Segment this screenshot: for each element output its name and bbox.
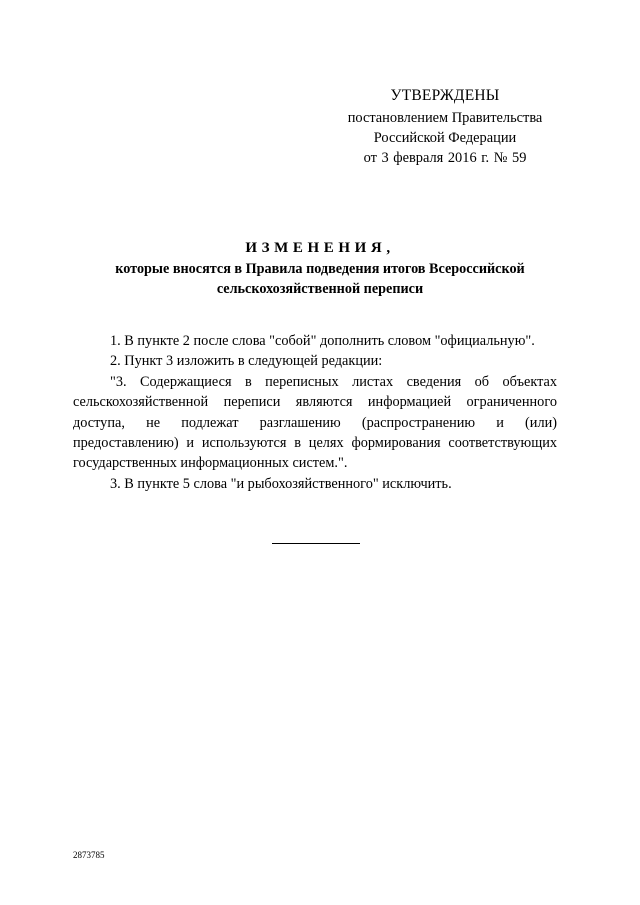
- amendment-item-3: 3. В пункте 5 слова "и рыбохозяйственного" исключить.: [110, 475, 452, 492]
- document-code: 2873785: [73, 850, 105, 860]
- amendment-item-2: 2. Пункт 3 изложить в следующей редакции:: [110, 353, 383, 370]
- amendment-item-1: 1. В пункте 2 после слова "собой" дополнить словом "официальную".: [110, 333, 535, 349]
- title-subtitle-line-2: сельскохозяйственной переписи: [216, 281, 424, 297]
- approval-block: [320, 86, 570, 168]
- amendment-quote: "3. Содержащиеся в переписных листах сведения об объектах сельскохозяйственной переписи являются информацией ограниченного доступа, не подлежат разглашению (распространению и (или) предоставлению) и используются в целях формирования соответствующих государственных информационных систем.".: [73, 373, 557, 472]
- title-subtitle: [85, 259, 555, 299]
- title-subtitle-line-1: которые вносятся в Правила подведения итогов Всероссийской: [115, 261, 525, 277]
- approval-line-federation: Российской Федерации: [373, 130, 517, 146]
- document-title: [60, 238, 580, 299]
- decree-date-number: от 3 февраля 2016 г. № 59: [363, 150, 527, 166]
- approval-line-government: постановлением Правительства: [347, 110, 543, 126]
- end-divider: [272, 543, 360, 544]
- approved-label: УТВЕРЖДЕНЫ: [390, 87, 500, 104]
- document-body: [73, 331, 557, 494]
- title-heading: ИЗМЕНЕНИЯ,: [245, 240, 395, 256]
